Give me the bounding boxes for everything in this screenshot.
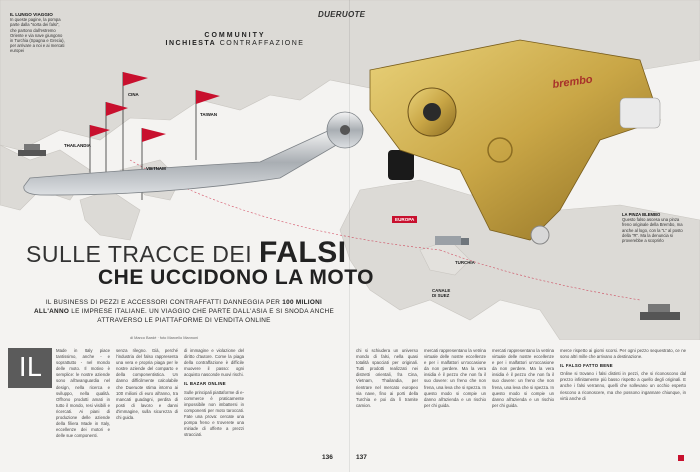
dropcap: IL [8,348,52,388]
article-column-2: senza rilegno. Già, perché l'industria del falso rappresenta una vera e propria piaga per le nostre aziende del comparto e della componentistica. Un danno difficilmente calcolabile che Dueruote stima intorno ai 100 milioni di euro all'anno, tra mancati guadagni, perdita di posti di lavoro e danni d'immagine, sulla sicurezza di chi guida. [116,348,178,421]
map-label-thailandia: THAILANDIA [64,143,91,148]
article-column-1: Made in Italy piace tantissimo, anche - e soprattutto - nel mondo delle moto. Il motivo è semplice: le nostre aziende sono all'avanguardia nel design, nella ricerca e sviluppo, nella qualità. Offrono prodotti amati in tutto il mondo, resi visibili e ricercati. Ai piani di produzione delle aziende della filiera Made in Italy, eccellenze dei motori e delle sue componenti. [56,348,110,439]
column-3-text: di immagine e violazione del diritto d'autore. Come la piaga della contraffazione è difficile muovere il passo: ogni acquisto nasconde nuovi rischi. [184,348,244,378]
map-label-vietnam: VIETNAM [146,166,166,171]
subhead-falso-fatto-bene: IL FALSO FATTO BENE [560,363,613,369]
map-label-turchia: TURCHIA [455,260,475,265]
section-contraffazione: CONTRAFFAZIONE [219,40,305,47]
map-label-canale-suez [432,288,450,298]
article-column-5: mercati rappresentano la vetrina virtuale delle nostre eccellenze e per i malfattori un'occasione da non perdere. Ma la vera insidia è il pezzo che non fa il suo dovere: un freno che non frena, una leva che si spezza. In questo modo si compie un danno all'azienda e un rischio per chi guida. [424,348,486,408]
article-credits: di Marco Bardé · foto Marcello Mannoni [130,335,199,340]
map-label-cina: CINA [128,92,139,97]
map-label-di-suez: DI SUEZ [432,293,450,298]
subhead-bazar-online: IL BAZAR ONLINE [184,381,226,387]
section-inchiesta: INCHIESTA [165,40,217,47]
intro-caption-text: In queste pagine, la pompa parte dalla "sorta dei falsi", che partono dall'estremo Oriente e via nave giungono in Turchia (Spagna e Grecia), per arrivare a noi e ai mercati europei [10,17,65,54]
column-3-text-b: Sulle principali piattaforme di e-commerce è praticamente impossibile non imbattersi in componenti per moto taroccati. Fate una prova: cercate una pompa freno e troverete una miriade di offerte a prezzi stracciati. [184,389,244,438]
page-number-right: 137 [356,454,367,461]
column-6-text: merce rispetto ai giorni scorsi. Per ogni pezzo sequestrato, ce ne sono altri mille che arrivano a destinazione. [560,348,686,360]
magazine-brand: DUERUOTE [318,10,366,19]
headline-falsi: FALSI [259,236,347,269]
product-caption-heading: LA PINZA BLEMBO [622,212,661,217]
headline-prefix: SULLE TRACCE DEI [26,241,253,267]
article-column-3 [184,348,244,462]
brembo-logo-text: brembo [551,73,594,91]
column-6-text-b: Online si trovano i falsi distinti in pezzi, che si riconoscono dal prezzo infinitamente più basso rispetto a quello degli originali. E anche i falsi verranno, quelli che sollevano un occhio esperto riescono a riconoscere, ma che possono ingannare chiunque, in virtù anche di [560,371,686,401]
page-gutter [349,0,350,472]
article-column-4: chi si schiudera un universo mondo di falsi, nella quasi totalità spacciati per originali. Tutti prodotti realizzati nei distretti orientali, fra Cina, Vietnam, Thailandia, per rientrare nel mercato europeo via nave, fino ai porti della Turchia e poi da lì tramite camion. [356,348,418,408]
page-number-left: 136 [322,454,333,461]
section-sublabel [150,40,320,47]
section-label: COMMUNITY [204,32,266,39]
map-label-europa: EUROPA [392,216,417,223]
subtitle-bold: 100 MILIONI ALL'ANNO [34,299,323,315]
map-label-taiwan: TAIWAN [200,112,217,117]
map-label-canale: CANALE [432,288,451,293]
headline-line2: CHE UCCIDONO LA MOTO [98,266,374,289]
article-end-mark [678,455,684,461]
intro-caption-heading: IL LUNGO VIAGGIO [10,12,53,17]
subtitle-part2: LE IMPRESE ITALIANE. UN VIAGGIO CHE PARTE DALL'ASIA E SI SNODA ANCHE ATTRAVERSO LE PIATTAFORME DI VENDITA ONLINE [71,308,335,324]
article-column-6-left: mercati rappresentano la vetrina virtuale delle nostre eccellenze e per i malfattori un'occasione da non perdere. Ma la vera insidia è il pezzo che non fa il suo dovere: un freno che non frena, una leva che si spezza. In questo modo si compie un danno all'azienda e un rischio per chi guida. [492,348,554,408]
headline-line1 [26,236,347,270]
product-caption [622,212,686,243]
product-caption-text: Questo falso ascesa una pinza freno originale della Brembo, ma anche al logo, con la "L" al posto della "R". Ma la denuncia si proverebbe a scoprirlo [622,217,683,244]
article-column-6 [560,348,686,462]
intro-caption [10,12,66,54]
article-subtitle [34,298,334,325]
subtitle-part1: IL BUSINESS DI PEZZI E ACCESSORI CONTRAFFATTI DANNEGGIA PER [45,299,281,306]
